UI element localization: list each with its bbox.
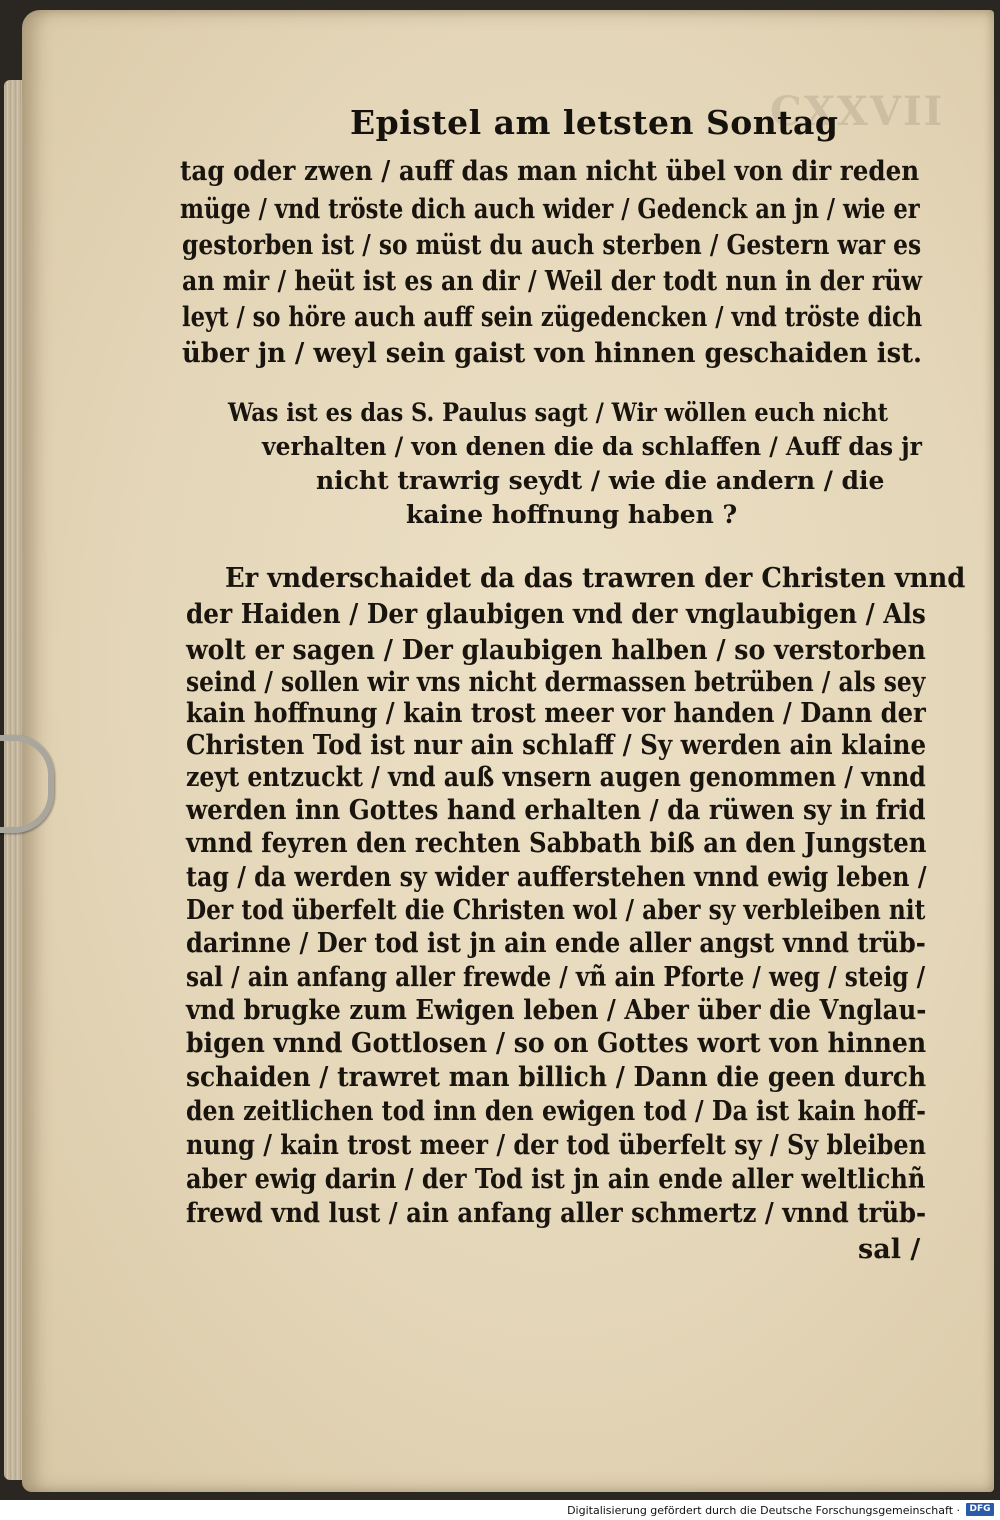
running-header: Epistel am letsten Sontag — [350, 103, 839, 142]
text-line: vnd brugke zum Ewigen leben / Aber über die Vnglau- — [186, 995, 927, 1026]
text-line: aber ewig darin / der Tod ist jn ain ende aller weltlichñ — [186, 1164, 926, 1195]
text-line: Christen Tod ist nur ain schlaff / Sy werden ain klaine — [186, 730, 927, 761]
bleed-through-folio: CXXVII — [770, 88, 945, 135]
text-line: sal / — [858, 1234, 921, 1265]
text-line: zeyt entzuckt / vnd auß vnsern augen genommen / vnnd — [186, 762, 926, 793]
text-line: kain hoffnung / kain trost meer vor handen / Dann der — [186, 698, 926, 729]
text-line: verhalten / von denen die da schlaffen / Auff das jr — [262, 432, 922, 461]
text-line: müge / vnd tröste dich auch wider / Gedenck an jn / wie er — [180, 194, 920, 225]
text-line: kaine hoffnung haben ? — [406, 500, 738, 529]
text-line: gestorben ist / so müst du auch sterben / Gestern war es — [182, 230, 922, 261]
text-line: tag / da werden sy wider aufferstehen vnnd ewig leben / — [186, 862, 927, 893]
text-line: Er vnderschaidet da das trawren der Christen vnnd — [225, 563, 966, 594]
text-line: frewd vnd lust / ain anfang aller schmertz / vnnd trüb- — [186, 1198, 927, 1229]
text-line: an mir / heüt ist es an dir / Weil der todt nun in der rüw — [182, 266, 922, 297]
text-line: leyt / so höre auch auff sein zügedencken / vnd tröste dich — [182, 302, 923, 333]
text-line: über jn / weyl sein gaist von hinnen geschaiden ist. — [182, 338, 923, 369]
text-line: werden inn Gottes hand erhalten / da rüwen sy in frid — [186, 795, 926, 826]
text-line: den zeitlichen tod inn den ewigen tod / Da ist kain hoff- — [186, 1096, 927, 1127]
dfg-logo: DFG — [966, 1503, 994, 1516]
text-line: nung / kain trost meer / der tod überfelt sy / Sy bleiben — [186, 1130, 926, 1161]
text-line: sal / ain anfang aller frewde / vñ ain Pforte / weg / steig / — [186, 962, 926, 993]
footer-credit: Digitalisierung gefördert durch die Deutsche Forschungsgemeinschaft · — [567, 1504, 960, 1517]
text-line: wolt er sagen / Der glaubigen halben / so verstorben — [186, 635, 926, 666]
text-line: bigen vnnd Gottlosen / so on Gottes wort von hinnen — [186, 1028, 927, 1059]
text-line: tag oder zwen / auff das man nicht übel von dir reden — [180, 156, 920, 187]
text-line: nicht trawrig seydt / wie die andern / die — [316, 466, 885, 495]
text-line: darinne / Der tod ist jn ain ende aller angst vnnd trüb- — [186, 928, 926, 959]
text-line: seind / sollen wir vns nicht dermassen betrüben / als sey — [186, 667, 926, 698]
text-line: der Haiden / Der glaubigen vnd der vnglaubigen / Als — [186, 599, 926, 630]
text-line: vnnd feyren den rechten Sabbath biß an den Jungsten — [186, 828, 927, 859]
text-line: Was ist es das S. Paulus sagt / Wir wöllen euch nicht — [228, 398, 889, 427]
text-line: Der tod überfelt die Christen wol / aber sy verbleiben nit — [186, 895, 926, 926]
text-line: schaiden / trawret man billich / Dann die geen durch — [186, 1062, 927, 1093]
